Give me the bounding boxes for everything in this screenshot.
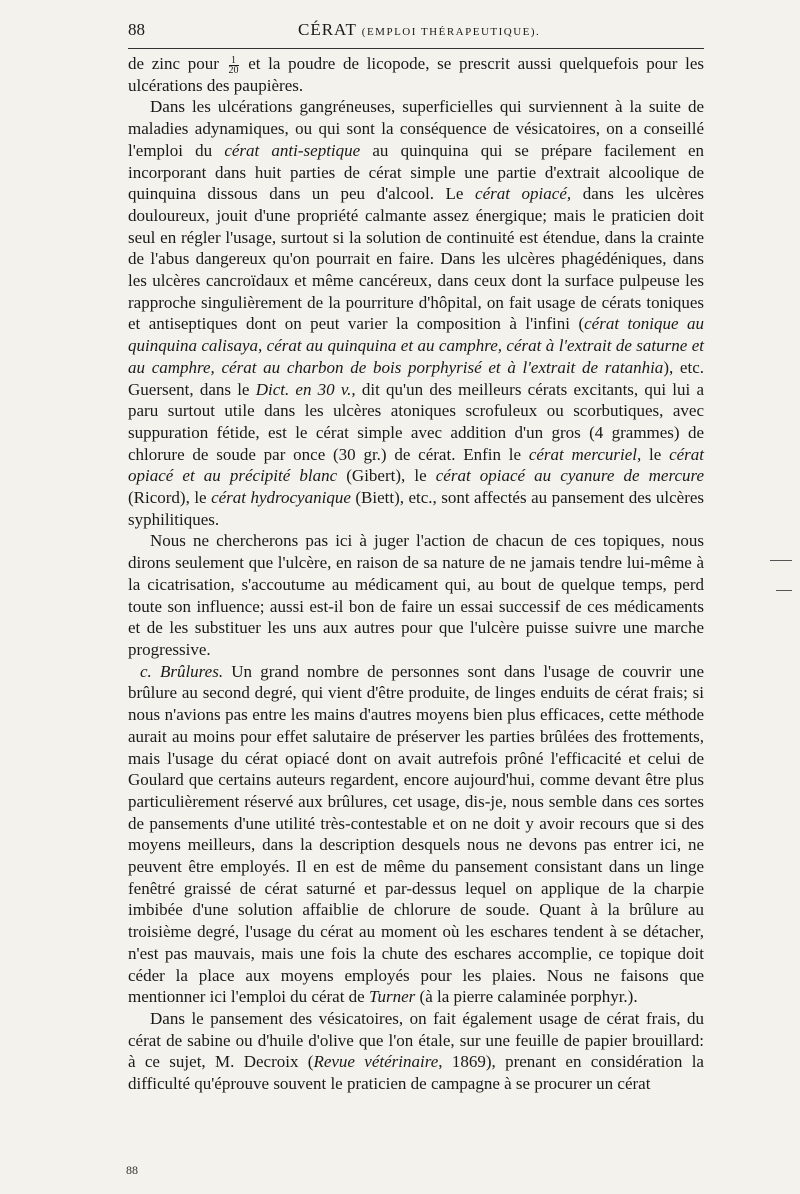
- text-run: (Biett), etc., sont affectés au pansement des ulcères syphilitiques.: [128, 488, 705, 529]
- text-run: (à la pierre calaminée porphyr.).: [419, 987, 638, 1007]
- text-run: ), etc. Guersent, dans le: [128, 357, 704, 399]
- italic-term: cérat hydrocyanique: [211, 488, 351, 508]
- italic-term: cérat tonique au quinquina calisaya, cérat au quinquina et au camphre, cérat à l'extrait de saturne et au camphre, cérat au charbon de bois porphyrisé et à l'extrait de ratanhia: [128, 314, 704, 377]
- section-label: c. Brûlures.: [140, 661, 224, 681]
- margin-mark: [776, 590, 792, 593]
- running-header: [128, 18, 704, 49]
- footer-mark: 88: [126, 1163, 138, 1177]
- paragraph-2: [128, 96, 704, 530]
- fraction: [229, 56, 239, 75]
- italic-term: Turner: [368, 987, 416, 1007]
- text-run: et la poudre de licopode, se prescrit aussi quelquefois pour les ulcérations des paupières.: [128, 54, 704, 95]
- italic-term: cérat mercuriel,: [528, 444, 642, 464]
- text-run: , 1869), prenant en considération la difficulté qu'éprouve souvent le praticien de campagne à se procurer un cérat: [128, 1052, 704, 1094]
- fraction-numerator: 1: [229, 56, 239, 66]
- page-number: 88: [128, 20, 145, 39]
- paragraph-4: [128, 661, 704, 1008]
- paragraph-3: Nous ne chercherons pas ici à juger l'action de chacun de ces topiques, nous dirons seulement que l'ulcère, en raison de sa nature de ne jamais tendre lui-même à la cicatrisation, s'accoutume au médicament qui, au bout de quelque temps, perd toute son influence; aussi est-il bon de faire un essai successif de ces médicaments et de les substituer les uns aux autres pour que l'ulcère puisse suivre une marche progressive.: [128, 531, 704, 659]
- running-title-sub: (EMPLOI THÉRAPEUTIQUE).: [361, 26, 541, 38]
- paragraph-1: [128, 53, 704, 96]
- text-run: dit qu'un des meilleurs cérats excitants, qui lui a paru surtout utile dans les ulcères atoniques scrofuleux ou scorbutiques, avec suppuration fétide, est le cérat simple avec addition d'un gros (4 grammes) de chlorure de soude par once (30 gr.) de cérat. Enfin le: [128, 379, 705, 464]
- italic-term: cérat anti-septique: [224, 140, 361, 160]
- text-run: (Ricord), le: [128, 488, 207, 508]
- text-run: Un grand nombre de personnes sont dans l'usage de couvrir une brûlure au second degré, qui vient d'être produite, de linges enduits de cérat frais; si nous n'avions pas entre les mains d'autres moyens bien plus efficaces, cette méthode aurait au moins pour effet salutaire de préserver les parties brûlées des frottements, mais l'usage du cérat opiacé dont on avait autrefois prôné l'efficacité et celui de Goulard que certains auteurs regardent, encore aujourd'hui, comme devant être plus particulièrement réservé aux brûlures, cet usage, dis-je, nous semble dans ces sortes de pansements d'une utilité très-contestable et on ne doit y avoir recours que si des moyens meilleurs, dans la description desquels nous ne devons pas entrer ici, ne peuvent être employés. Il en est de même du pansement consistant dans un linge fenêtré graissé de cérat saturné et par-dessus lequel on applique de la charpie imbibée d'une solution affaiblie de chlorure de soude. Quant à la brûlure au troisième degré, l'usage du cérat au moment où les eschares tendent à se détacher, n'est pas mauvais, mais une fois la chute des eschares accomplie, ce topique doit céder la place aux moyens employés pour les plaies. Nous ne faisons que mentionner ici l'emploi du cérat de: [128, 661, 704, 1007]
- text-run: de zinc pour: [128, 54, 219, 73]
- text-run: dans les ulcères douloureux, jouit d'une propriété calmante assez énergique; mais le praticien doit seul en régler l'usage, surtout si la solution de continuité est étendue, dans la crainte de l'abus dangereux qu'on pourrait en faire. Dans les ulcères phagédéniques, dans les ulcères cancroïdaux et même cancéreux, dans ceux dont la surface pulpeuse les rapproche singulièrement de la pourriture d'hôpital, on fait usage de cérats toniques et antiseptiques dont on peut varier la composition à l'infini (: [128, 184, 705, 334]
- paragraph-5: [128, 1008, 704, 1095]
- running-title-main: CÉRAT: [298, 20, 357, 39]
- body-text: [128, 53, 704, 1095]
- text-run: Dans les ulcérations gangréneuses, superficielles qui surviennent à la suite de maladies adynamiques, ou qui sont la conséquence de vésicatoires, on a conseillé l'emploi du: [128, 97, 704, 160]
- italic-citation: Revue vétérinaire: [313, 1052, 439, 1072]
- text-run: le: [649, 444, 662, 464]
- italic-term: cérat opiacé,: [475, 184, 572, 204]
- text-run: Dans le pansement des vésicatoires, on fait également usage de cérat frais, du cérat de sabine ou d'huile d'olive que l'on étale, sur une feuille de papier brouillard: à ce sujet, M. Decroix (: [128, 1008, 704, 1072]
- margin-mark: [770, 560, 792, 563]
- running-title: [298, 20, 540, 40]
- italic-term: cérat opiacé au cyanure de mercure: [435, 466, 705, 486]
- italic-citation: Dict. en 30 v.,: [255, 379, 356, 399]
- text-run: (Gibert), le: [346, 466, 427, 486]
- italic-term: cérat opiacé et au précipité blanc: [128, 444, 705, 486]
- fraction-denominator: 20: [228, 64, 239, 76]
- text-run: au quinquina qui se prépare facilement en incorporant dans huit parties de cérat simple une partie d'extrait alcoolique de quinquina dissous dans un peu d'alcool. Le: [128, 140, 705, 204]
